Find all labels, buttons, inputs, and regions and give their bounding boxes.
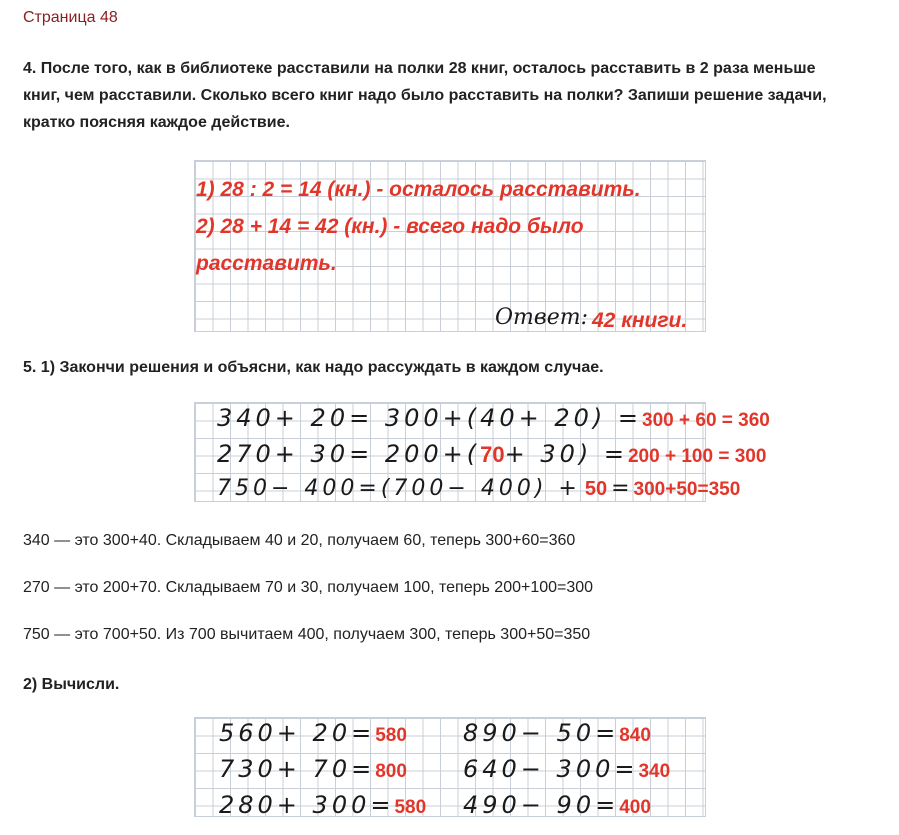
calc-row xyxy=(463,755,670,783)
expression-part: 750− 400=(700− 400) + xyxy=(217,476,581,501)
task-5-2-grid xyxy=(194,717,706,817)
result: 300 + 60 = 360 xyxy=(642,410,770,431)
task-5-text: 5. 1) Закончи решения и объясни, как надо рассуждать в каждом случае. xyxy=(23,359,604,376)
filled-number: 70 xyxy=(480,442,505,467)
calc-row xyxy=(219,791,426,819)
answer-value: 42 книги. xyxy=(592,309,688,332)
expression: 640− 300= xyxy=(463,755,639,783)
expression-row-1 xyxy=(217,404,770,434)
expression-row-3 xyxy=(217,476,740,506)
solution-line-1: 1) 28 : 2 = 14 (кн.) - осталось расставить. xyxy=(196,178,641,201)
result: 580 xyxy=(375,725,407,746)
result: 400 xyxy=(619,797,651,818)
calc-row xyxy=(219,755,407,783)
answer-label: Ответ: xyxy=(495,305,588,330)
filled-number: 50 xyxy=(584,478,608,500)
expression-part: = xyxy=(611,476,634,501)
result: 800 xyxy=(375,761,407,782)
calc-row xyxy=(463,719,651,747)
explanation-3: 750 — это 700+50. Из 700 вычитаем 400, получаем 300, теперь 300+50=350 xyxy=(23,626,591,643)
task-5-2-title: 2) Вычисли. xyxy=(23,676,120,693)
calc-row xyxy=(463,791,651,819)
task-4-solution-grid xyxy=(194,160,706,332)
page-title: Страница 48 xyxy=(23,9,118,26)
calc-row xyxy=(219,719,407,747)
solution-line-3: расставить. xyxy=(196,252,337,275)
explanation-2: 270 — это 200+70. Складываем 70 и 30, получаем 100, теперь 200+100=300 xyxy=(23,579,594,596)
result: 580 xyxy=(394,797,427,818)
expression-row-2 xyxy=(217,440,766,470)
expression: 730+ 70= xyxy=(219,755,376,783)
task-5-1-grid xyxy=(194,402,770,502)
result: 340 xyxy=(638,761,671,782)
result: 300+50=350 xyxy=(633,479,741,500)
solution-line-2: 2) 28 + 14 = 42 (кн.) - всего надо было xyxy=(196,215,584,238)
expression-part: 270+ 30= 200+( xyxy=(217,440,481,468)
result: 840 xyxy=(619,725,651,746)
expression: 280+ 300= xyxy=(219,791,395,819)
expression: 560+ 20= xyxy=(219,719,376,747)
expression: 490− 90= xyxy=(463,791,620,819)
expression: 340+ 20= 300+(40+ 20) = xyxy=(217,404,643,432)
expression: 890− 50= xyxy=(463,719,620,747)
expression-part: + 30) = xyxy=(504,440,628,468)
result: 200 + 100 = 300 xyxy=(627,446,767,467)
explanation-1: 340 — это 300+40. Складываем 40 и 20, получаем 60, теперь 300+60=360 xyxy=(23,532,576,549)
task-4-text: 4. После того, как в библиотеке расставили на полки 28 книг, осталось расставить в 2 раза меньше книг, чем расставили. Сколько всего книг надо было расставить на полки? Запиши решение задачи, кратко поясняя каждое действие. xyxy=(23,60,827,131)
